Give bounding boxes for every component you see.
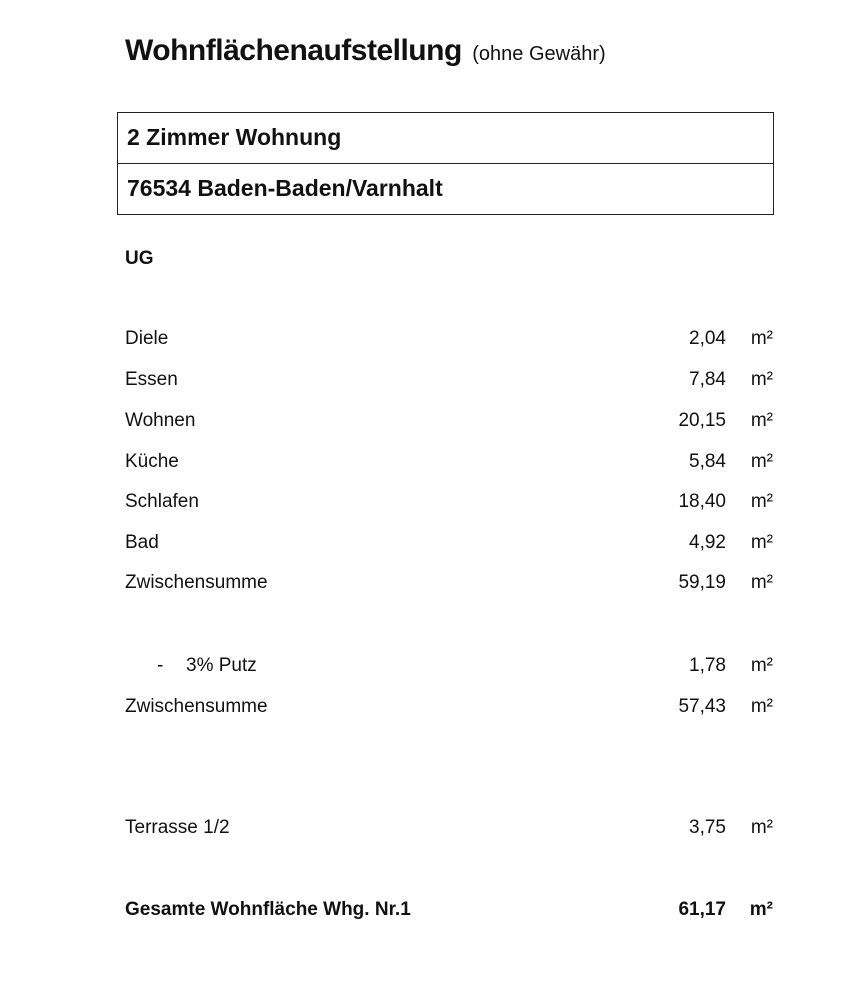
apartment-type: 2 Zimmer Wohnung: [118, 113, 773, 164]
area-unit: m²: [750, 328, 773, 349]
room-area: 5,84: [689, 451, 726, 472]
subtotal-row: [125, 696, 773, 722]
room-label: Küche: [125, 451, 179, 472]
room-area: 18,40: [678, 491, 726, 512]
deduction-area: 1,78: [689, 655, 726, 676]
terrace-area: 3,75: [689, 817, 726, 838]
terrace-row: [125, 817, 773, 843]
area-unit: m²: [750, 369, 773, 390]
room-label: Diele: [125, 328, 169, 349]
subtotal-label: Zwischensumme: [125, 696, 268, 717]
area-unit: m²: [750, 491, 773, 512]
room-area: 2,04: [689, 328, 726, 349]
area-unit: m²: [750, 410, 773, 431]
subtotal-area: 57,43: [678, 696, 726, 717]
total-row: [125, 899, 773, 925]
area-unit: m²: [750, 817, 773, 838]
deduction-dash: -: [157, 655, 164, 676]
room-area: 4,92: [689, 532, 726, 553]
room-row: [125, 532, 773, 558]
apartment-address: 76534 Baden-Baden/Varnhalt: [127, 175, 443, 202]
title-main: Wohnflächenaufstellung: [125, 34, 462, 67]
room-row: [125, 369, 773, 395]
subtotal-label: Zwischensumme: [125, 572, 268, 593]
page-title: [125, 34, 606, 68]
room-label: Schlafen: [125, 491, 199, 512]
terrace-label: Terrasse 1/2: [125, 817, 230, 838]
room-label: Essen: [125, 369, 178, 390]
area-unit: m²: [750, 572, 773, 593]
room-label: Bad: [125, 532, 159, 553]
room-row: [125, 328, 773, 354]
area-unit: m²: [750, 451, 773, 472]
deduction-row: [125, 655, 773, 681]
area-unit: m²: [750, 655, 773, 676]
property-info-box: [117, 112, 774, 215]
total-label: Gesamte Wohnfläche Whg. Nr.1: [125, 899, 411, 920]
area-unit: m²: [749, 899, 773, 920]
room-row: [125, 410, 773, 436]
room-area: 20,15: [678, 410, 726, 431]
room-label: Wohnen: [125, 410, 196, 431]
total-area: 61,17: [678, 899, 726, 920]
subtotal-row: [125, 572, 773, 598]
floor-label: UG: [125, 248, 154, 269]
room-area: 7,84: [689, 369, 726, 390]
area-unit: m²: [750, 696, 773, 717]
area-unit: m²: [750, 532, 773, 553]
room-row: [125, 491, 773, 517]
subtotal-area: 59,19: [678, 572, 726, 593]
deduction-label: 3% Putz: [186, 655, 257, 676]
room-row: [125, 451, 773, 477]
title-disclaimer: (ohne Gewähr): [472, 43, 606, 65]
